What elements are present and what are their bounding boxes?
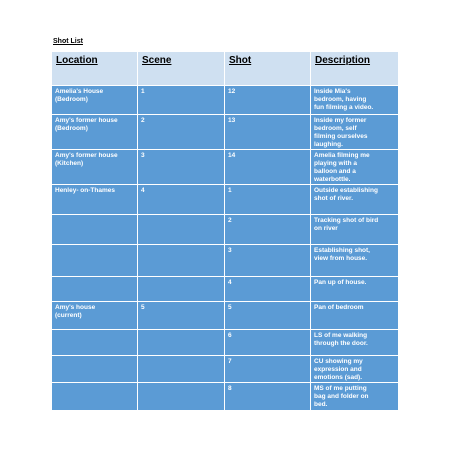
table-row [52,215,399,245]
table-row [52,277,399,302]
shot-text: 6 [228,332,232,339]
cell-scene [138,277,225,302]
cell-scene [138,330,225,356]
table-row [52,86,399,115]
table-body [52,86,399,411]
cell-description [311,115,399,150]
shot-text: 3 [228,247,232,254]
cell-scene [138,383,225,411]
cell-description [311,86,399,115]
scene-text: 4 [141,187,145,194]
table-header-row [52,52,399,86]
cell-description [311,215,399,245]
cell-location [52,383,138,411]
cell-location [52,302,138,330]
table-row [52,383,399,411]
cell-location [52,356,138,383]
cell-scene [138,185,225,215]
description-text: Inside Mia's bedroom, having fun filming a video. [314,88,374,111]
cell-scene [138,150,225,185]
shot-text: 13 [228,117,236,124]
cell-description [311,185,399,215]
location-text: Amy's house (current) [55,304,96,319]
location-text: Amy's former house (Bedroom) [55,117,118,132]
cell-scene [138,245,225,277]
cell-scene [138,215,225,245]
cell-shot [225,86,311,115]
scene-text: 1 [141,88,145,95]
cell-location [52,245,138,277]
description-text: Inside my former bedroom, self filming ourselves laughing. [314,117,368,148]
shot-text: 7 [228,358,232,365]
cell-shot [225,302,311,330]
shot-text: 4 [228,279,232,286]
header-location: Location [52,52,138,86]
cell-location [52,150,138,185]
cell-scene [138,86,225,115]
cell-shot [225,277,311,302]
cell-shot [225,330,311,356]
cell-location [52,277,138,302]
location-text: Amelia's House (Bedroom) [55,88,104,103]
shot-list-table [51,51,399,411]
cell-shot [225,185,311,215]
description-text: Establishing shot, view from house. [314,247,370,262]
description-text: Pan up of house. [314,279,367,286]
cell-location [52,86,138,115]
location-text: Henley- on-Thames [55,187,115,194]
description-text: Tracking shot of bird on river [314,217,379,232]
table-row [52,185,399,215]
shot-text: 14 [228,152,236,159]
cell-description [311,356,399,383]
cell-location [52,330,138,356]
cell-location [52,215,138,245]
description-text: Pan of bedroom [314,304,364,311]
table-row [52,302,399,330]
cell-shot [225,115,311,150]
description-text: Outside establishing shot of river. [314,187,378,202]
cell-description [311,245,399,277]
cell-location [52,185,138,215]
location-text: Amy's former house (Kitchen) [55,152,118,167]
header-scene: Scene [138,52,225,86]
cell-shot [225,383,311,411]
cell-description [311,302,399,330]
table-row [52,115,399,150]
cell-description [311,277,399,302]
description-text: Amelia filming me playing with a balloon and a waterbottle. [314,152,370,183]
cell-description [311,150,399,185]
cell-shot [225,215,311,245]
scene-text: 2 [141,117,145,124]
scene-text: 3 [141,152,145,159]
cell-description [311,383,399,411]
cell-description [311,330,399,356]
description-text: MS of me putting bag and folder on bed. [314,385,369,408]
table-row [52,150,399,185]
header-description: Description [311,52,399,86]
table-row [52,245,399,277]
cell-scene [138,356,225,383]
shot-text: 2 [228,217,232,224]
shot-text: 12 [228,88,236,95]
cell-shot [225,245,311,277]
shot-text: 1 [228,187,232,194]
cell-scene [138,115,225,150]
document-title: Shot List [53,38,83,45]
scene-text: 5 [141,304,145,311]
cell-location [52,115,138,150]
header-shot: Shot [225,52,311,86]
cell-shot [225,356,311,383]
description-text: CU showing my expression and emotions (sad). [314,358,363,381]
table-row [52,356,399,383]
table-row [52,330,399,356]
description-text: LS of me walking through the door. [314,332,368,347]
shot-text: 8 [228,385,232,392]
shot-text: 5 [228,304,232,311]
cell-scene [138,302,225,330]
cell-shot [225,150,311,185]
